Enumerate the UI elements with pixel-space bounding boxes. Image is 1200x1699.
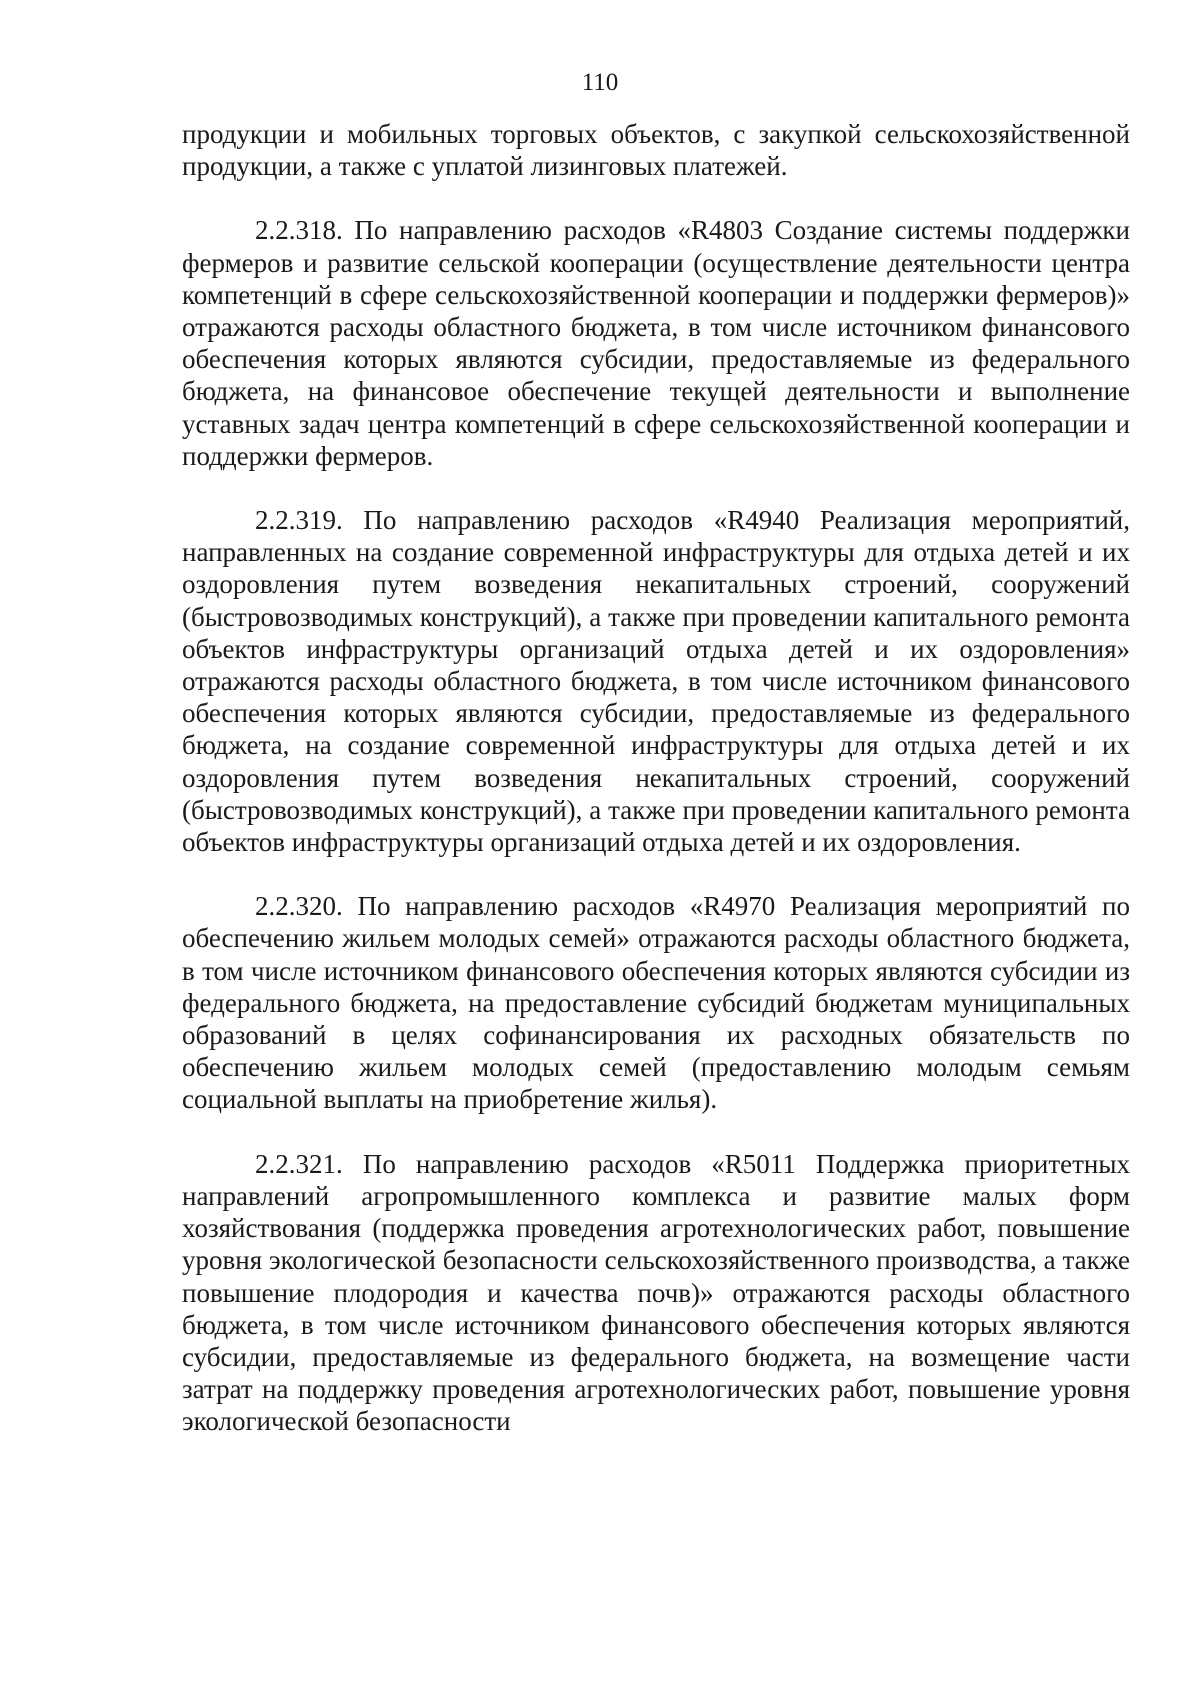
paragraph-2-2-319: 2.2.319. По направлению расходов «R4940 Реализация мероприятий, направленных на создание современной инфраструктуры для отдыха детей и их оздоровления путем возведения некапитальных строений, сооружений (быстровозводимых конструкций), а также при проведении капитального ремонта объектов инфраструктуры организаций отдыха детей и их оздоровления» отражаются расходы областного бюджета, в том числе источником финансового обеспечения которых являются субсидии, предоставляемые из федерального бюджета, на создание современной инфраструктуры для отдыха детей и их оздоровления путем возведения некапитальных строений, сооружений (быстровозводимых конструкций), а также при проведении капитального ремонта объектов инфраструктуры организаций отдыха детей и их оздоровления. bbox=[182, 505, 1130, 858]
paragraph-continuation: продукции и мобильных торговых объектов, с закупкой сельскохозяйственной продукции, а также с уплатой лизинговых платежей. bbox=[182, 119, 1130, 182]
paragraph-2-2-318: 2.2.318. По направлению расходов «R4803 Создание системы поддержки фермеров и развитие сельской кооперации (осуществление деятельности центра компетенций в сфере сельскохозяйственной кооперации и поддержки фермеров)» отражаются расходы областного бюджета, в том числе источником финансового обеспечения которых являются субсидии, предоставляемые из федерального бюджета, на финансовое обеспечение текущей деятельности и выполнение уставных задач центра компетенций в сфере сельскохозяйственной кооперации и поддержки фермеров. bbox=[182, 215, 1130, 471]
paragraph-2-2-320: 2.2.320. По направлению расходов «R4970 Реализация мероприятий по обеспечению жильем молодых семей» отражаются расходы областного бюджета, в том числе источником финансового обеспечения которых являются субсидии из федерального бюджета, на предоставление субсидий бюджетам муниципальных образований в целях софинансирования их расходных обязательств по обеспечению жильем молодых семей (предоставлению молодым семьям социальной выплаты на приобретение жилья). bbox=[182, 891, 1130, 1115]
paragraph-2-2-321: 2.2.321. По направлению расходов «R5011 Поддержка приоритетных направлений агропромышленного комплекса и развитие малых форм хозяйствования (поддержка проведения агротехнологических работ, повышение уровня экологической безопасности сельскохозяйственного производства, а также повышение плодородия и качества почв)» отражаются расходы областного бюджета, в том числе источником финансового обеспечения которых являются субсидии, предоставляемые из федерального бюджета, на возмещение части затрат на поддержку проведения агротехнологических работ, повышение уровня экологической безопасности bbox=[182, 1148, 1130, 1437]
page-number: 110 bbox=[581, 69, 619, 96]
document-body bbox=[182, 118, 1130, 1438]
